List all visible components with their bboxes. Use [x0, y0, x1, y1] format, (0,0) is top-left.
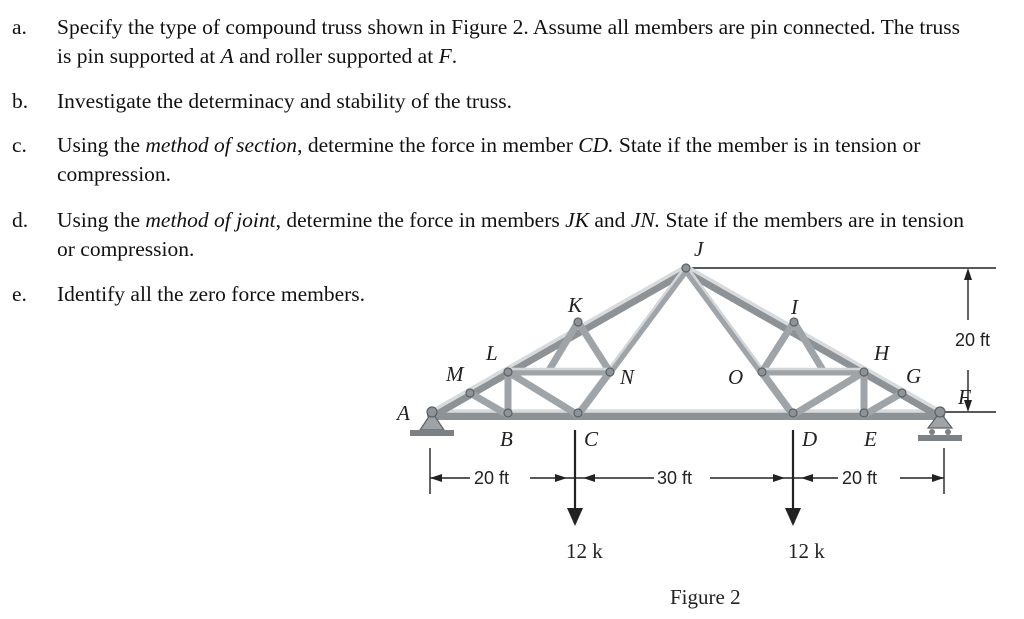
text-segment: Specify the type of compound truss shown in Figure 2. Assume all members are pin connected. The truss is pin supported at	[57, 15, 961, 68]
figure-caption: Figure 2	[670, 585, 741, 609]
text-segment: , determine the force in members	[275, 208, 566, 232]
text-segment: Using the	[57, 133, 146, 157]
italic-term: F	[438, 44, 452, 68]
text-segment: .	[451, 44, 458, 68]
italic-term: CD.	[578, 133, 614, 157]
joint-label-a: A	[397, 401, 410, 425]
joint-label-j: J	[694, 237, 704, 261]
question-letter: d.	[12, 208, 29, 232]
joint-label-e: E	[864, 427, 877, 451]
joint-label-b: B	[500, 427, 513, 451]
question-letter: e.	[12, 282, 27, 306]
text-segment: State if the member is in tension or compression.	[57, 133, 921, 186]
text-segment: and	[589, 208, 631, 232]
dimension-cd: 30 ft	[657, 468, 693, 488]
joint-label-l: L	[486, 341, 498, 365]
joint-label-c: C	[584, 427, 599, 451]
text-segment: State if the members are in tension or compression.	[57, 208, 964, 261]
joint-label-k: K	[568, 293, 583, 317]
question-letter: a.	[12, 15, 27, 39]
joint-label-f: F	[958, 385, 971, 409]
dimension-ef: 20 ft	[842, 468, 878, 488]
italic-term: JN.	[630, 208, 661, 232]
question-letter: c.	[12, 133, 27, 157]
joint-label-m: M	[446, 362, 464, 386]
joint-label-g: G	[906, 364, 922, 388]
truss-members	[432, 266, 940, 415]
italic-term: JK	[565, 208, 590, 232]
italic-term: method of joint	[145, 208, 276, 232]
italic-term: method of section	[145, 133, 298, 157]
load-label-c: 12 k	[566, 539, 603, 563]
text-segment: Using the	[57, 208, 146, 232]
joint-label-o: O	[728, 365, 744, 389]
dimension-height: 20 ft	[955, 330, 991, 350]
italic-term: A	[220, 44, 234, 68]
dimension-ab: 20 ft	[474, 468, 510, 488]
question-letter: b.	[12, 89, 29, 113]
load-label-d: 12 k	[788, 539, 825, 563]
joint-label-i: I	[791, 295, 798, 319]
joint-label-h: H	[874, 341, 890, 365]
truss-pins	[466, 264, 906, 417]
text-segment: and roller supported at	[233, 44, 439, 68]
joint-label-n: N	[620, 365, 635, 389]
text-segment: Identify all the zero force members.	[57, 282, 366, 306]
joint-label-d: D	[802, 427, 818, 451]
text-segment: , determine the force in member	[297, 133, 579, 157]
text-segment: Investigate the determinacy and stability of the truss.	[57, 89, 512, 113]
